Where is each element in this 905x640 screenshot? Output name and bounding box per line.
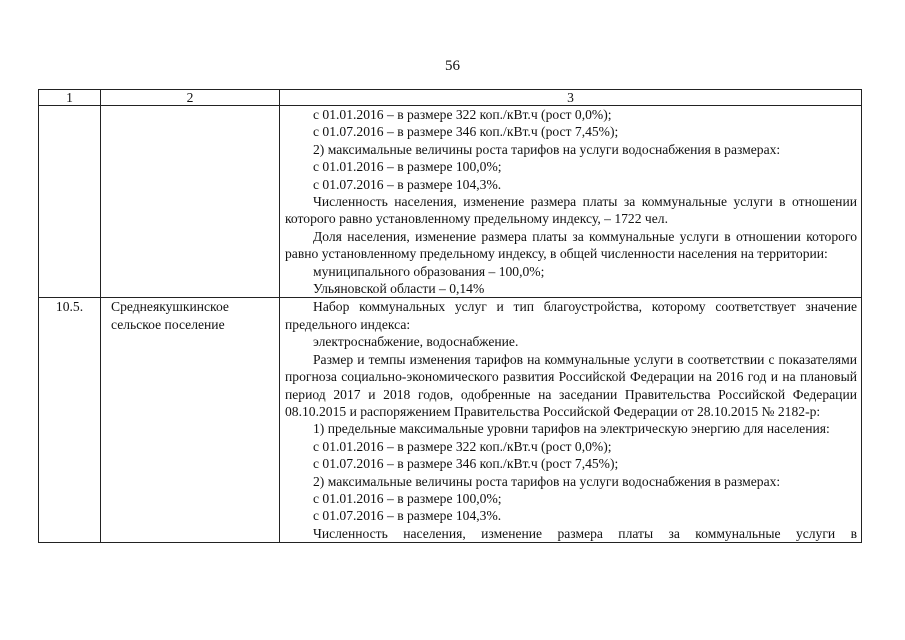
row-content [280, 298, 862, 543]
paragraph: с 01.01.2016 – в размере 322 коп./кВт.ч (рост 0,0%); [313, 438, 612, 454]
paragraph-truncated: Численность населения, изменение размера платы за коммунальные услуги в [313, 525, 857, 541]
settlement-name: Среднеякушкинское сельское поселение [101, 298, 280, 543]
table-header-row [39, 90, 862, 106]
paragraph: 2) максимальные величины роста тарифов на услуги водоснабжения в размерах: [313, 473, 781, 489]
paragraph: с 01.07.2016 – в размере 104,3%. [313, 176, 502, 192]
header-col-2: 2 [101, 90, 280, 106]
paragraph: Размер и темпы изменения тарифов на коммунальные услуги в соответствии с показателями прогноза социально-экономического развития Российской Федерации на 2016 год и на плановый период 2017 и 2018 годов, одобренные на заседании Правительства Российской Федерации 08.10.2015 и распоряжением Правительства Российской Федерации от 28.10.2015 № 2182-р: [285, 351, 857, 419]
paragraph: с 01.07.2016 – в размере 346 коп./кВт.ч (рост 7,45%); [313, 456, 619, 472]
paragraph: Набор коммунальных услуг и тип благоустройства, которому соответствует значение предельного индекса: [285, 299, 857, 332]
paragraph: электроснабжение, водоснабжение. [313, 334, 519, 350]
paragraph: Доля населения, изменение размера платы за коммунальные услуги в отношении которого равно установленному предельному индексу, в общей численности населения на территории: [285, 228, 857, 262]
header-col-1: 1 [39, 90, 101, 106]
page-number: 56 [445, 58, 460, 74]
paragraph: с 01.07.2016 – в размере 104,3%. [313, 508, 502, 524]
row-content [280, 106, 862, 298]
paragraph: с 01.01.2016 – в размере 322 коп./кВт.ч (рост 0,0%); [313, 107, 612, 122]
table-row-10-5 [39, 298, 862, 543]
settlement-name [101, 106, 280, 298]
table-row-continued [39, 106, 862, 298]
paragraph: с 01.01.2016 – в размере 100,0%; [313, 159, 502, 175]
paragraph: Численность населения, изменение размера платы за коммунальные услуги в отношении которого равно установленному предельному индексу, – 1722 чел. [285, 194, 857, 227]
paragraph: 1) предельные максимальные уровни тарифов на электрическую энергию для населения: [313, 421, 830, 437]
paragraph: 2) максимальные величины роста тарифов на услуги водоснабжения в размерах: [313, 141, 781, 157]
paragraph: с 01.01.2016 – в размере 100,0%; [313, 490, 502, 506]
paragraph: Ульяновской области – 0,14% [313, 281, 485, 297]
row-number [39, 106, 101, 298]
paragraph: муниципального образования – 100,0%; [313, 263, 545, 279]
header-col-3: 3 [280, 90, 862, 106]
paragraph: с 01.07.2016 – в размере 346 коп./кВт.ч (рост 7,45%); [313, 124, 619, 140]
row-number: 10.5. [39, 298, 101, 543]
tariff-table [38, 89, 862, 543]
